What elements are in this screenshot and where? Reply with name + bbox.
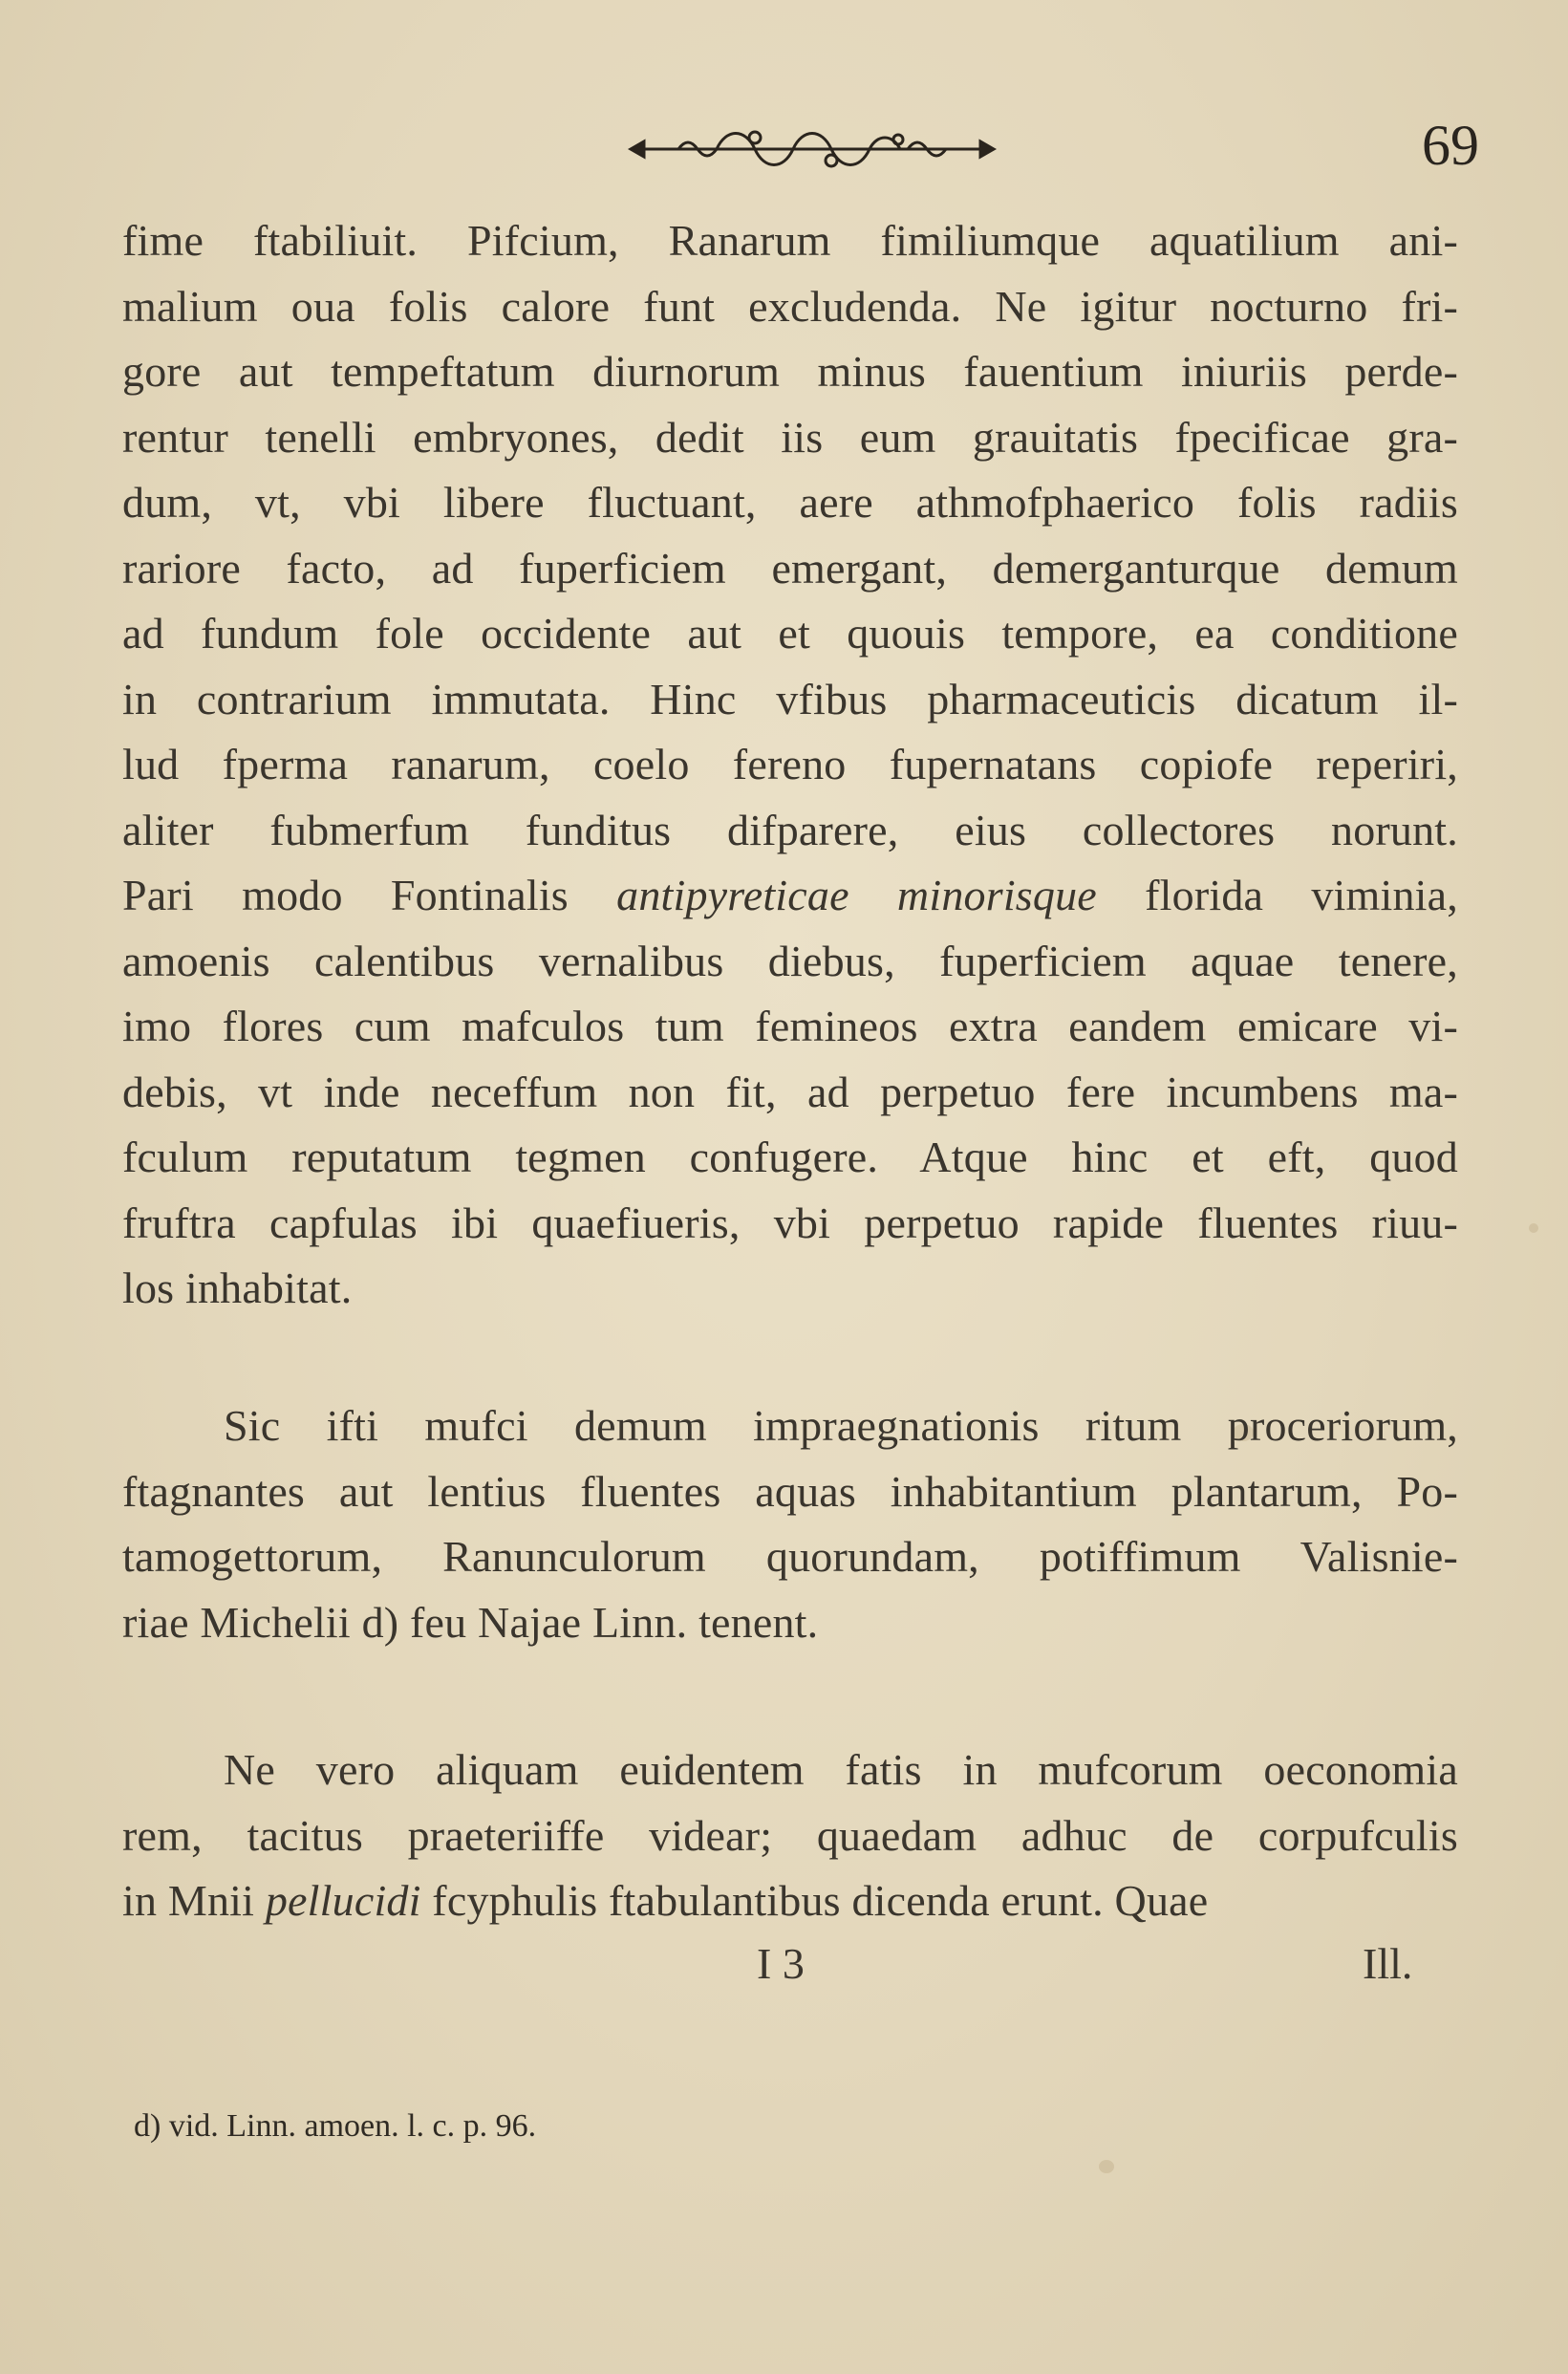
text-line: fruftra capfulas ibi quaefiueris, vbi perpetuo rapide fluentes riuu- — [122, 1198, 1458, 1247]
text-line: fime ftabiliuit. Pifcium, Ranarum fimiliumque aquatilium ani- — [122, 216, 1458, 265]
page-number: 69 — [1422, 114, 1479, 177]
text-line: gore aut tempeftatum diurnorum minus fauentium iniuriis perde- — [122, 347, 1458, 396]
text-line: rem, tacitus praeteriiffe videar; quaedam adhuc de corpufculis — [122, 1810, 1458, 1860]
text-line: tamogettorum, Ranunculorum quorundam, potiffimum Valisnie- — [122, 1532, 1458, 1581]
text-line: debis, vt inde neceffum non fit, ad perpetuo fere incumbens ma- — [122, 1067, 1458, 1116]
text-line: rentur tenelli embryones, dedit iis eum grauitatis fpecificae gra- — [122, 412, 1458, 462]
paragraph-1 — [122, 208, 1458, 1322]
headpiece-ornament-icon — [612, 113, 1013, 180]
text-line: riae Michelii d) feu Najae Linn. tenent. — [122, 1597, 819, 1647]
text-line: dum, vt, vbi libere fluctuant, aere athmofphaerico folis radiis — [122, 478, 1458, 527]
text-line: in Mnii pellucidi fcyphulis ftabulantibus dicenda erunt. Quae — [122, 1876, 1209, 1925]
foxing-spot — [1529, 1223, 1538, 1233]
text-line: fculum reputatum tegmen confugere. Atque hinc et eft, quod — [122, 1133, 1458, 1181]
paragraph-2 — [122, 1393, 1458, 1655]
text-line: Pari modo Fontinalis antipyreticae minorisque florida viminia, — [122, 871, 1458, 919]
foxing-spot — [1099, 2160, 1114, 2173]
text-line: ad fundum fole occidente aut et quouis tempore, ea conditione — [122, 609, 1458, 658]
text-line: rariore facto, ad fuperficiem emergant, demerganturque demum — [122, 543, 1458, 593]
signature-mark: I 3 — [757, 1939, 805, 1988]
text-line: imo flores cum mafculos tum femineos extra eandem emicare vi- — [122, 1002, 1458, 1050]
text-line: malium oua folis calore funt excludenda. Ne igitur nocturno fri- — [122, 281, 1458, 331]
catchword: Ill. — [1363, 1939, 1413, 1988]
text-line: ftagnantes aut lentius fluentes aquas inhabitantium plantarum, Po- — [122, 1466, 1458, 1516]
text-line: los inhabitat. — [122, 1263, 353, 1312]
text-line: in contrarium immutata. Hinc vfibus pharmaceuticis dicatum il- — [122, 674, 1458, 723]
text-line: Sic ifti mufci demum impraegnationis ritum proceriorum, — [224, 1401, 1458, 1450]
text-line: Ne vero aliquam euidentem fatis in mufcorum oeconomia — [224, 1745, 1458, 1794]
text-line: lud fperma ranarum, coelo fereno fupernatans copiofe reperiri, — [122, 740, 1458, 788]
text-line: amoenis calentibus vernalibus diebus, fuperficiem aquae tenere, — [122, 936, 1458, 985]
paragraph-3 — [122, 1737, 1458, 1934]
text-line: aliter fubmerfum funditus difparere, eius collectores norunt. — [122, 805, 1458, 854]
footnote: d) vid. Linn. amoen. l. c. p. 96. — [134, 2108, 537, 2144]
